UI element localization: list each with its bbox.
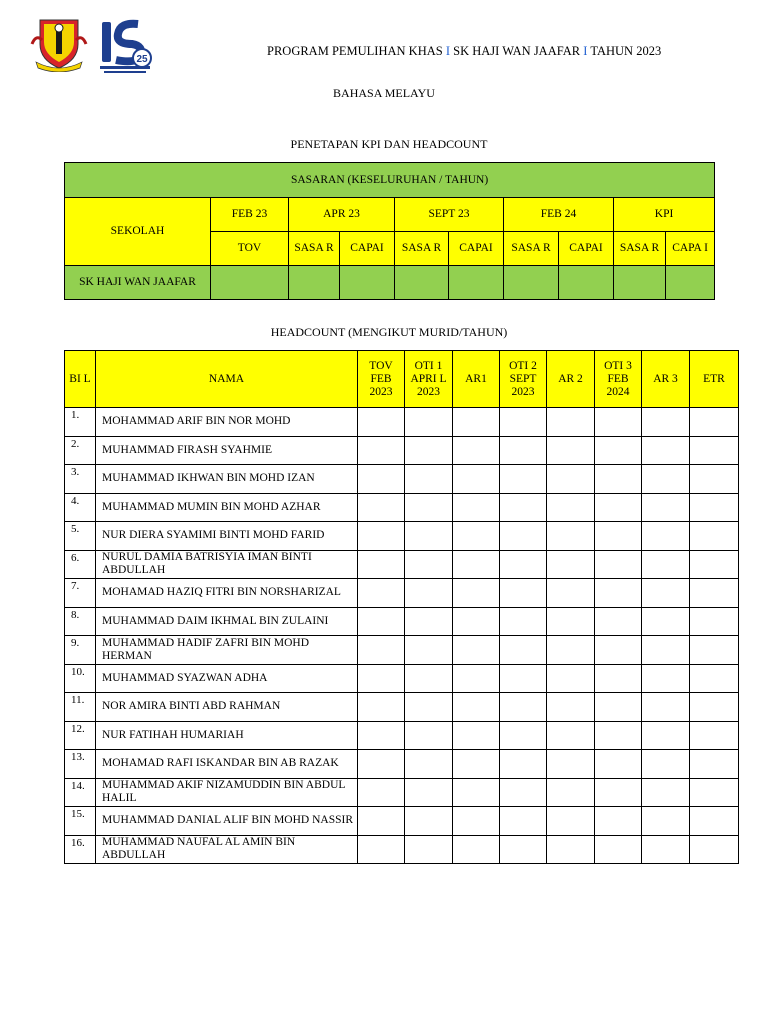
- score-cell[interactable]: [405, 436, 453, 465]
- headcount-section-heading: HEADCOUNT (MENGIKUT MURID/TAHUN): [270, 325, 508, 339]
- table-row: [65, 522, 739, 551]
- row-number: 11.: [65, 693, 96, 722]
- kpm-25-logo: [98, 16, 152, 74]
- table-row: [65, 778, 739, 807]
- score-cell[interactable]: [500, 807, 547, 836]
- col-etr: ETR: [690, 351, 739, 408]
- score-cell[interactable]: [690, 807, 739, 836]
- score-cell[interactable]: [690, 493, 739, 522]
- student-name: NOR AMIRA BINTI ABD RAHMAN: [96, 693, 358, 722]
- score-cell[interactable]: [453, 493, 500, 522]
- table-row: [65, 835, 739, 864]
- score-cell[interactable]: [642, 607, 690, 636]
- score-cell[interactable]: [453, 778, 500, 807]
- score-cell[interactable]: [690, 750, 739, 779]
- sasar-header: SASA R: [504, 232, 559, 266]
- score-cell[interactable]: [358, 550, 405, 579]
- score-cell[interactable]: [453, 693, 500, 722]
- student-name: MUHAMMAD DANIAL ALIF BIN MOHD NASSIR: [96, 807, 358, 836]
- kpi-section-heading: PENETAPAN KPI DAN HEADCOUNT: [290, 137, 488, 151]
- score-cell[interactable]: [690, 408, 739, 437]
- score-cell[interactable]: [547, 408, 595, 437]
- score-cell[interactable]: [642, 835, 690, 864]
- score-cell[interactable]: [547, 778, 595, 807]
- score-cell[interactable]: [500, 607, 547, 636]
- capai-header: CAPAI: [449, 232, 504, 266]
- score-cell[interactable]: [358, 408, 405, 437]
- title-separator: I: [445, 44, 451, 58]
- kpi-value-cell[interactable]: [211, 266, 289, 300]
- student-name: NURUL DAMIA BATRISYIA IMAN BINTI ABDULLAH: [96, 550, 358, 579]
- score-cell[interactable]: [453, 408, 500, 437]
- headcount-table: [64, 350, 739, 864]
- student-name: MOHAMAD RAFI ISKANDAR BIN AB RAZAK: [96, 750, 358, 779]
- score-cell[interactable]: [405, 607, 453, 636]
- sasar-header: SASA R: [614, 232, 666, 266]
- row-number: 5.: [65, 522, 96, 551]
- tov-header: TOV: [211, 232, 289, 266]
- student-name: MUHAMMAD MUMIN BIN MOHD AZHAR: [96, 493, 358, 522]
- score-cell[interactable]: [642, 436, 690, 465]
- score-cell[interactable]: [453, 607, 500, 636]
- score-cell[interactable]: [500, 550, 547, 579]
- row-number: 13.: [65, 750, 96, 779]
- score-cell[interactable]: [500, 778, 547, 807]
- score-cell[interactable]: [547, 550, 595, 579]
- score-cell[interactable]: [405, 721, 453, 750]
- score-cell[interactable]: [690, 465, 739, 494]
- row-number: 7.: [65, 579, 96, 608]
- student-name: NUR FATIHAH HUMARIAH: [96, 721, 358, 750]
- score-cell[interactable]: [405, 493, 453, 522]
- score-cell[interactable]: [453, 465, 500, 494]
- score-cell[interactable]: [358, 465, 405, 494]
- period-header: FEB 23: [211, 198, 289, 232]
- score-cell[interactable]: [642, 664, 690, 693]
- score-cell[interactable]: [547, 750, 595, 779]
- score-cell[interactable]: [642, 550, 690, 579]
- score-cell[interactable]: [595, 664, 642, 693]
- score-cell[interactable]: [595, 579, 642, 608]
- score-cell[interactable]: [595, 607, 642, 636]
- sasar-header: SASA R: [395, 232, 449, 266]
- score-cell[interactable]: [642, 465, 690, 494]
- score-cell[interactable]: [405, 835, 453, 864]
- school-header: SEKOLAH: [65, 198, 211, 266]
- score-cell[interactable]: [358, 664, 405, 693]
- score-cell[interactable]: [500, 664, 547, 693]
- title-school: SK HAJI WAN JAAFAR: [453, 44, 581, 58]
- table-row: [65, 750, 739, 779]
- score-cell[interactable]: [358, 750, 405, 779]
- student-name: MUHAMMAD DAIM IKHMAL BIN ZULAINI: [96, 607, 358, 636]
- score-cell[interactable]: [405, 579, 453, 608]
- score-cell[interactable]: [690, 636, 739, 665]
- score-cell[interactable]: [453, 579, 500, 608]
- subject-heading: BAHASA MELAYU: [333, 86, 435, 100]
- kpi-value-cell[interactable]: [449, 266, 504, 300]
- student-name: MOHAMAD HAZIQ FITRI BIN NORSHARIZAL: [96, 579, 358, 608]
- row-number: 1.: [65, 408, 96, 437]
- table-row: [65, 493, 739, 522]
- score-cell[interactable]: [405, 750, 453, 779]
- score-cell[interactable]: [595, 835, 642, 864]
- capai-header: CAPAI: [559, 232, 614, 266]
- title-program: PROGRAM PEMULIHAN KHAS: [267, 44, 443, 58]
- col-ar1: AR1: [453, 351, 500, 408]
- score-cell[interactable]: [500, 693, 547, 722]
- score-cell[interactable]: [642, 721, 690, 750]
- score-cell[interactable]: [547, 493, 595, 522]
- score-cell[interactable]: [690, 778, 739, 807]
- score-cell[interactable]: [690, 436, 739, 465]
- score-cell[interactable]: [547, 636, 595, 665]
- score-cell[interactable]: [595, 778, 642, 807]
- school-name-cell: SK HAJI WAN JAAFAR: [65, 266, 211, 300]
- score-cell[interactable]: [500, 408, 547, 437]
- score-cell[interactable]: [690, 693, 739, 722]
- student-name: MUHAMMAD IKHWAN BIN MOHD IZAN: [96, 465, 358, 494]
- score-cell[interactable]: [690, 550, 739, 579]
- period-header: SEPT 23: [395, 198, 504, 232]
- kpi-value-cell[interactable]: [289, 266, 340, 300]
- score-cell[interactable]: [547, 664, 595, 693]
- student-name: MUHAMMAD NAUFAL AL AMIN BIN ABDULLAH: [96, 835, 358, 864]
- score-cell[interactable]: [690, 835, 739, 864]
- score-cell[interactable]: [500, 721, 547, 750]
- score-cell[interactable]: [405, 636, 453, 665]
- score-cell[interactable]: [642, 408, 690, 437]
- period-header: APR 23: [289, 198, 395, 232]
- score-cell[interactable]: [500, 636, 547, 665]
- table-row: [65, 550, 739, 579]
- score-cell[interactable]: [690, 607, 739, 636]
- table-row: [65, 664, 739, 693]
- col-ar2: AR 2: [547, 351, 595, 408]
- score-cell[interactable]: [642, 807, 690, 836]
- student-name: MUHAMMAD FIRASH SYAHMIE: [96, 436, 358, 465]
- score-cell[interactable]: [547, 835, 595, 864]
- score-cell[interactable]: [358, 579, 405, 608]
- score-cell[interactable]: [453, 750, 500, 779]
- score-cell[interactable]: [500, 522, 547, 551]
- headcount-body: [65, 408, 739, 864]
- kpi-value-cell[interactable]: [340, 266, 395, 300]
- student-name: NUR DIERA SYAMIMI BINTI MOHD FARID: [96, 522, 358, 551]
- row-number: 16.: [65, 835, 96, 864]
- kpi-value-cell[interactable]: [559, 266, 614, 300]
- score-cell[interactable]: [547, 807, 595, 836]
- score-cell[interactable]: [358, 721, 405, 750]
- score-cell[interactable]: [595, 693, 642, 722]
- score-cell[interactable]: [405, 664, 453, 693]
- row-number: 6.: [65, 550, 96, 579]
- score-cell[interactable]: [595, 721, 642, 750]
- score-cell[interactable]: [405, 778, 453, 807]
- table-row: [65, 693, 739, 722]
- row-number: 4.: [65, 493, 96, 522]
- col-bil: BI L: [65, 351, 96, 408]
- score-cell[interactable]: [642, 493, 690, 522]
- score-cell[interactable]: [547, 693, 595, 722]
- score-cell[interactable]: [453, 522, 500, 551]
- score-cell[interactable]: [642, 522, 690, 551]
- score-cell[interactable]: [358, 778, 405, 807]
- table-row: [65, 636, 739, 665]
- score-cell[interactable]: [453, 721, 500, 750]
- title-year: TAHUN 2023: [590, 44, 662, 58]
- score-cell[interactable]: [690, 721, 739, 750]
- score-cell[interactable]: [595, 750, 642, 779]
- table-row: [65, 721, 739, 750]
- score-cell[interactable]: [453, 664, 500, 693]
- col-oti3: OTI 3 FEB 2024: [595, 351, 642, 408]
- score-cell[interactable]: [500, 579, 547, 608]
- score-cell[interactable]: [690, 579, 739, 608]
- score-cell[interactable]: [547, 436, 595, 465]
- col-tov: TOV FEB 2023: [358, 351, 405, 408]
- score-cell[interactable]: [547, 522, 595, 551]
- capai-header: CAPA I: [666, 232, 715, 266]
- kpi-banner: SASARAN (KESELURUHAN / TAHUN): [65, 163, 715, 198]
- score-cell[interactable]: [595, 408, 642, 437]
- score-cell[interactable]: [358, 607, 405, 636]
- row-number: 12.: [65, 721, 96, 750]
- period-header: FEB 24: [504, 198, 614, 232]
- score-cell[interactable]: [358, 807, 405, 836]
- score-cell[interactable]: [358, 436, 405, 465]
- row-number: 9.: [65, 636, 96, 665]
- score-cell[interactable]: [690, 664, 739, 693]
- school-crest-logo: [30, 14, 88, 72]
- score-cell[interactable]: [595, 636, 642, 665]
- table-row: [65, 579, 739, 608]
- row-number: 15.: [65, 807, 96, 836]
- score-cell[interactable]: [642, 579, 690, 608]
- title-separator: I: [583, 44, 588, 58]
- score-cell[interactable]: [547, 721, 595, 750]
- score-cell[interactable]: [453, 835, 500, 864]
- score-cell[interactable]: [453, 807, 500, 836]
- col-ar3: AR 3: [642, 351, 690, 408]
- score-cell[interactable]: [595, 493, 642, 522]
- col-nama: NAMA: [96, 351, 358, 408]
- col-oti1: OTI 1 APRI L 2023: [405, 351, 453, 408]
- score-cell[interactable]: [500, 465, 547, 494]
- score-cell[interactable]: [595, 436, 642, 465]
- score-cell[interactable]: [595, 550, 642, 579]
- score-cell[interactable]: [595, 522, 642, 551]
- row-number: 2.: [65, 436, 96, 465]
- score-cell[interactable]: [405, 550, 453, 579]
- score-cell[interactable]: [453, 550, 500, 579]
- logo-number: 25: [136, 54, 148, 65]
- capai-header: CAPAI: [340, 232, 395, 266]
- score-cell[interactable]: [595, 807, 642, 836]
- score-cell[interactable]: [547, 607, 595, 636]
- table-row: [65, 436, 739, 465]
- row-number: 10.: [65, 664, 96, 693]
- score-cell[interactable]: [453, 636, 500, 665]
- kpi-value-cell[interactable]: [504, 266, 559, 300]
- score-cell[interactable]: [405, 807, 453, 836]
- score-cell[interactable]: [595, 465, 642, 494]
- student-name: MUHAMMAD AKIF NIZAMUDDIN BIN ABDUL HALIL: [96, 778, 358, 807]
- score-cell[interactable]: [358, 636, 405, 665]
- score-cell[interactable]: [500, 436, 547, 465]
- score-cell[interactable]: [405, 693, 453, 722]
- score-cell[interactable]: [358, 493, 405, 522]
- row-number: 14.: [65, 778, 96, 807]
- score-cell[interactable]: [547, 465, 595, 494]
- page-title: [267, 44, 661, 59]
- score-cell[interactable]: [453, 436, 500, 465]
- score-cell[interactable]: [547, 579, 595, 608]
- score-cell[interactable]: [642, 693, 690, 722]
- table-row: [65, 607, 739, 636]
- score-cell[interactable]: [405, 408, 453, 437]
- table-row: [65, 807, 739, 836]
- kpi-table: [64, 162, 715, 300]
- kpi-value-cell[interactable]: [666, 266, 715, 300]
- score-cell[interactable]: [405, 465, 453, 494]
- row-number: 3.: [65, 465, 96, 494]
- student-name: MUHAMMAD HADIF ZAFRI BIN MOHD HERMAN: [96, 636, 358, 665]
- score-cell[interactable]: [642, 750, 690, 779]
- score-cell[interactable]: [642, 778, 690, 807]
- score-cell[interactable]: [642, 636, 690, 665]
- score-cell[interactable]: [500, 493, 547, 522]
- score-cell[interactable]: [405, 522, 453, 551]
- student-name: MUHAMMAD SYAZWAN ADHA: [96, 664, 358, 693]
- sasar-header: SASA R: [289, 232, 340, 266]
- score-cell[interactable]: [500, 750, 547, 779]
- col-oti2: OTI 2 SEPT 2023: [500, 351, 547, 408]
- score-cell[interactable]: [690, 522, 739, 551]
- kpi-value-cell[interactable]: [614, 266, 666, 300]
- table-row: [65, 465, 739, 494]
- kpi-value-cell[interactable]: [395, 266, 449, 300]
- score-cell[interactable]: [500, 835, 547, 864]
- period-header: KPI: [614, 198, 715, 232]
- score-cell[interactable]: [358, 693, 405, 722]
- table-row: [65, 408, 739, 437]
- row-number: 8.: [65, 607, 96, 636]
- student-name: MOHAMMAD ARIF BIN NOR MOHD: [96, 408, 358, 437]
- score-cell[interactable]: [358, 835, 405, 864]
- score-cell[interactable]: [358, 522, 405, 551]
